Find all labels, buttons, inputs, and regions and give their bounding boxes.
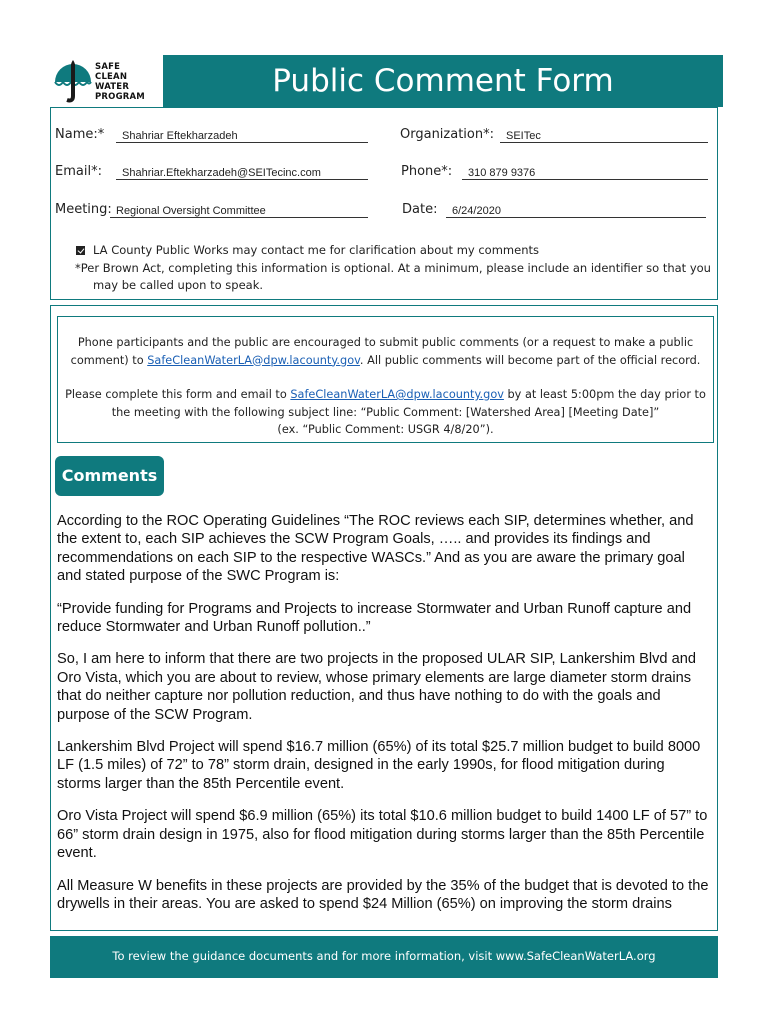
email-link[interactable]: SafeCleanWaterLA@dpw.lacounty.gov <box>147 353 360 367</box>
instructions-box <box>57 316 714 443</box>
umbrella-drop-icon <box>52 58 94 106</box>
consent-label: LA County Public Works may contact me for clarification about my comments <box>93 243 539 257</box>
comment-paragraph: Lankershim Blvd Project will spend $16.7 million (65%) of its total $25.7 million budget to build 8000 LF (1.5 miles) of 72” to 78” storm drain, designed in the early 1990s, for flood mitigation during storms larger than the 85th Percentile event. <box>57 739 701 792</box>
comment-paragraph: All Measure W benefits in these projects are provided by the 35% of the budget that is devoted to the drywells in their areas. You are asked to spend $24 Million (65%) on improving the storm drains <box>57 877 709 912</box>
meeting-label: Meeting: <box>55 202 112 217</box>
page-title: Public Comment Form <box>272 63 614 99</box>
organization-label: Organization*: <box>400 127 494 142</box>
meeting-field[interactable]: Regional Oversight Committee <box>110 204 368 218</box>
comments-heading: Comments <box>55 456 164 496</box>
comment-paragraph: Oro Vista Project will spend $6.9 million (65%) its total $10.6 million budget to build 1400 LF of 57” to 66” storm drain design in 1975, also for flood mitigation during storms larger than the 85th Percentile event. <box>57 808 708 862</box>
footer-bar <box>50 936 718 978</box>
optional-note-line2: may be called upon to speak. <box>93 278 264 292</box>
email-link-2[interactable]: SafeCleanWaterLA@dpw.lacounty.gov <box>290 388 504 401</box>
date-label: Date: <box>402 202 438 217</box>
consent-checkbox[interactable] <box>76 246 85 255</box>
phone-field[interactable]: 310 879 9376 <box>462 166 708 180</box>
optional-note-line1: *Per Brown Act, completing this information is optional. At a minimum, please include an identifier so that you <box>75 261 711 275</box>
comment-paragraph: According to the ROC Operating Guidelines “The ROC reviews each SIP, determines whether, and the extent to, each SIP achieves the SCW Program Goals, ….. and provides its findings and recommendations on each SIP to the respective WASCs.” And as you are aware the primary goal and stated purpose of the SWC Program is: <box>57 513 694 585</box>
comments-textarea[interactable] <box>57 512 712 916</box>
phone-label: Phone*: <box>401 164 453 179</box>
name-field[interactable]: Shahriar Eftekharzadeh <box>116 129 368 143</box>
instructions-paragraph-2: Please complete this form and email to SafeCleanWaterLA@dpw.lacounty.gov by at least 5:00pm the day prior to the meeting with the following subject line: “Public Comment: [Watershed Area] [Meeting Date]” (ex. “Public Comment: USGR 4/8/20”). <box>65 388 706 436</box>
title-bar <box>163 55 723 107</box>
email-field[interactable]: Shahriar.Eftekharzadeh@SEITecinc.com <box>116 166 368 180</box>
email-label: Email*: <box>55 164 102 179</box>
footer-text: To review the guidance documents and for more information, visit www.SafeCleanWaterLA.org <box>112 949 656 963</box>
logo-text: SAFE CLEAN WATER PROGRAM <box>95 62 145 102</box>
comment-paragraph: So, I am here to inform that there are two projects in the proposed ULAR SIP, Lankershim Blvd and Oro Vista, which you are about to review, whose primary elements are large diameter storm drains that do neither capture nor pollution reduction, and thus have nothing to do with the goals and purpose of the SCW Program. <box>57 651 696 723</box>
date-field[interactable]: 6/24/2020 <box>446 204 706 218</box>
instructions-paragraph-1: Phone participants and the public are encouraged to submit public comments (or a request to make a public comment) to SafeCleanWaterLA@dpw.lacounty.gov. All public comments will become part of the official record. <box>70 336 701 367</box>
comment-paragraph: “Provide funding for Programs and Projects to increase Stormwater and Urban Runoff capture and reduce Stormwater and Urban Runoff pollution..” <box>57 600 692 636</box>
name-label: Name:* <box>55 127 105 142</box>
organization-field[interactable]: SEITec <box>500 129 708 143</box>
program-logo <box>52 58 152 108</box>
